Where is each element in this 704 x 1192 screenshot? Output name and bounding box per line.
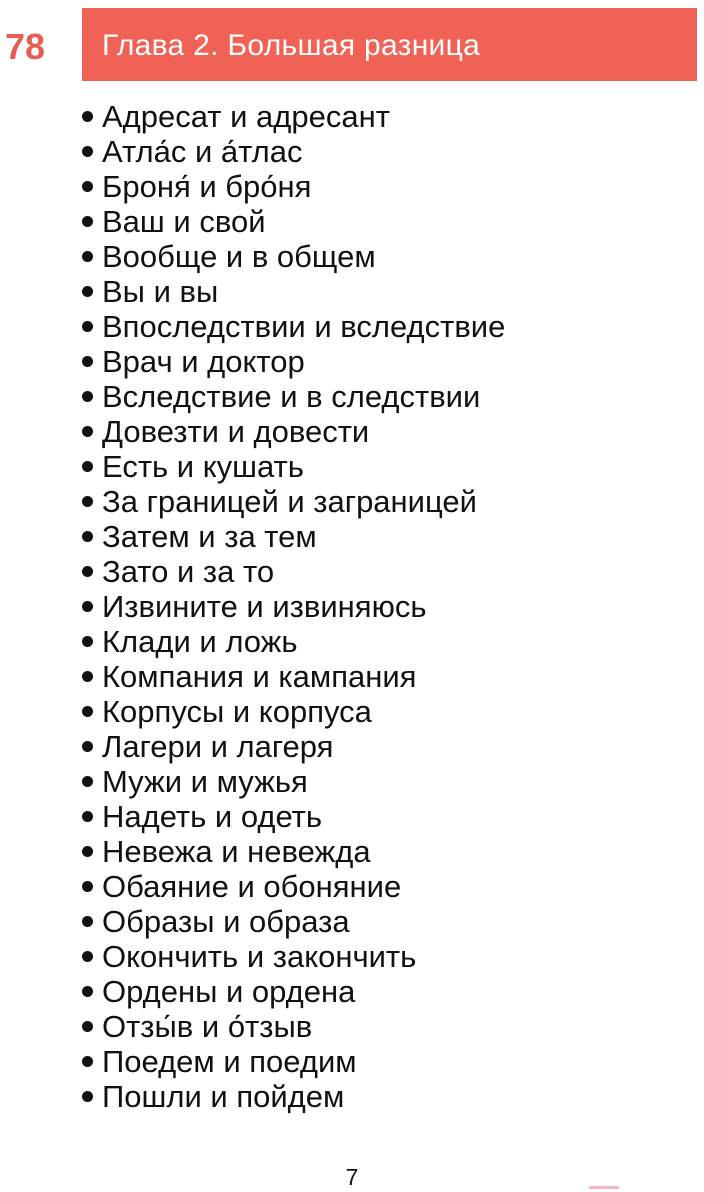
toc-item <box>80 939 505 974</box>
toc-item-label: Окончить и закончить <box>102 939 417 974</box>
bullet-icon <box>82 776 93 787</box>
toc-item <box>80 484 505 519</box>
bullet-icon <box>82 1056 93 1067</box>
toc-item <box>80 589 505 624</box>
toc-item-label: Атла́с и а́тлас <box>102 134 303 169</box>
bullet-icon <box>82 356 93 367</box>
bullet-icon <box>82 741 93 752</box>
toc-item <box>80 379 505 414</box>
bullet-icon <box>82 1021 93 1032</box>
toc-item <box>80 624 505 659</box>
toc-item-label: Лагери и лагеря <box>102 729 334 764</box>
toc-item <box>80 274 505 309</box>
toc-item-label: Отзы́в и о́тзыв <box>102 1009 313 1044</box>
toc-item-label: Компания и кампания <box>102 659 417 694</box>
toc-item <box>80 99 505 134</box>
toc-list <box>80 99 505 1114</box>
bullet-icon <box>82 321 93 332</box>
bullet-icon <box>82 706 93 717</box>
bullet-icon <box>82 846 93 857</box>
toc-item <box>80 204 505 239</box>
toc-item-label: Врач и доктор <box>102 344 305 379</box>
toc-item <box>80 519 505 554</box>
toc-item <box>80 134 505 169</box>
bullet-icon <box>82 111 93 122</box>
bullet-icon <box>82 951 93 962</box>
bullet-icon <box>82 216 93 227</box>
toc-item <box>80 1079 505 1114</box>
toc-item <box>80 414 505 449</box>
toc-item-label: Вообще и в общем <box>102 239 376 274</box>
page-number-top: 78 <box>5 26 46 67</box>
toc-item-label: Зато и за то <box>102 554 275 589</box>
toc-item-label: Клади и ложь <box>102 624 298 659</box>
toc-item <box>80 799 505 834</box>
toc-item-label: За границей и заграницей <box>102 484 477 519</box>
toc-item <box>80 659 505 694</box>
toc-item-label: Броня́ и бро́ня <box>102 169 312 204</box>
bullet-icon <box>82 146 93 157</box>
toc-item <box>80 169 505 204</box>
bullet-icon <box>82 986 93 997</box>
toc-item <box>80 869 505 904</box>
toc-item-label: Корпусы и корпуса <box>102 694 372 729</box>
toc-item-label: Извините и извиняюсь <box>102 589 427 624</box>
corner-mark <box>589 1186 619 1189</box>
bullet-icon <box>82 636 93 647</box>
toc-item <box>80 974 505 1009</box>
toc-item <box>80 239 505 274</box>
bullet-icon <box>82 566 93 577</box>
toc-item-label: Ваш и свой <box>102 204 266 239</box>
chapter-banner <box>82 8 697 81</box>
toc-item <box>80 449 505 484</box>
toc-item <box>80 764 505 799</box>
toc-item <box>80 729 505 764</box>
toc-item-label: Невежа и невежда <box>102 834 371 869</box>
toc-item-label: Вследствие и в следствии <box>102 379 481 414</box>
toc-item <box>80 554 505 589</box>
toc-item <box>80 1044 505 1079</box>
bullet-icon <box>82 391 93 402</box>
toc-item-label: Обаяние и обоняние <box>102 869 402 904</box>
bullet-icon <box>82 531 93 542</box>
bullet-icon <box>82 671 93 682</box>
bullet-icon <box>82 461 93 472</box>
bullet-icon <box>82 181 93 192</box>
toc-item-label: Пошли и пойдем <box>102 1079 345 1114</box>
toc-item-label: Ордены и ордена <box>102 974 356 1009</box>
toc-item-label: Образы и образа <box>102 904 350 939</box>
toc-item <box>80 344 505 379</box>
toc-item-label: Впоследствии и вследствие <box>102 309 506 344</box>
toc-item <box>80 834 505 869</box>
toc-item <box>80 904 505 939</box>
toc-item-label: Мужи и мужья <box>102 764 308 799</box>
toc-item-label: Адресат и адресант <box>102 99 390 134</box>
page-number-bottom: 7 <box>345 1164 359 1190</box>
bullet-icon <box>82 916 93 927</box>
toc-item-label: Поедем и поедим <box>102 1044 357 1079</box>
toc-item-label: Есть и кушать <box>102 449 304 484</box>
bullet-icon <box>82 426 93 437</box>
bullet-icon <box>82 1091 93 1102</box>
bullet-icon <box>82 251 93 262</box>
bullet-icon <box>82 811 93 822</box>
chapter-title: Глава 2. Большая разница <box>102 28 481 62</box>
toc-item <box>80 694 505 729</box>
toc-item-label: Надеть и одеть <box>102 799 323 834</box>
toc-item-label: Вы и вы <box>102 274 219 309</box>
bullet-icon <box>82 601 93 612</box>
toc-item <box>80 1009 505 1044</box>
toc-item <box>80 309 505 344</box>
toc-item-label: Довезти и довести <box>102 414 370 449</box>
bullet-icon <box>82 286 93 297</box>
toc-item-label: Затем и за тем <box>102 519 317 554</box>
bullet-icon <box>82 496 93 507</box>
bullet-icon <box>82 881 93 892</box>
